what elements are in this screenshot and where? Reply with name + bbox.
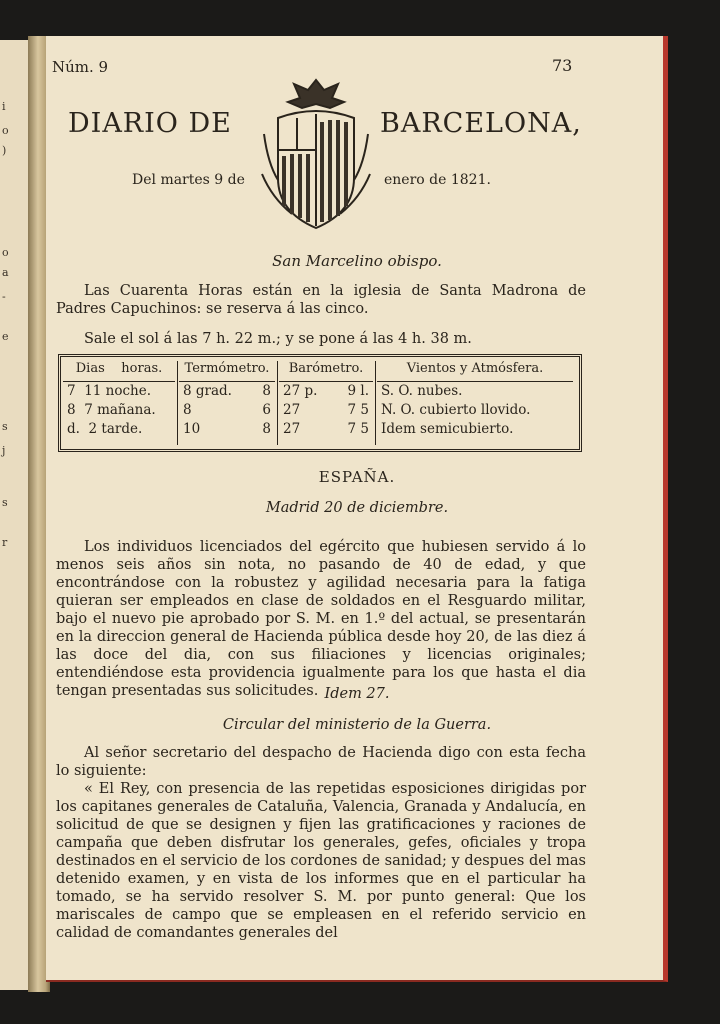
wind-column (377, 361, 573, 445)
page-number: 73 (552, 56, 573, 75)
left-page-fragment: s (2, 420, 8, 433)
left-page-fragment: ) (2, 144, 7, 157)
cell-day: d. (67, 421, 80, 437)
cell-baro-lines: 7 5 (347, 421, 369, 437)
table-row (63, 382, 175, 401)
table-divider (177, 361, 178, 445)
table-row: N. O. cubierto llovido. (381, 402, 531, 418)
cell-baro: 27 p. (283, 383, 318, 399)
header-horas: horas. (121, 361, 163, 376)
table-row (279, 401, 373, 420)
left-page-fragment: o (2, 124, 9, 137)
header-vientos: Vientos y Atmósfera. (377, 361, 573, 382)
cell-hour: 2 tarde. (88, 421, 143, 437)
circular-text: « El Rey, con presencia de las repetidas esposiciones dirigidas por los capitanes generales de Cataluña, Valencia, Granada y Andalucía, en solicitud de que se designen y fijen las gratificaciones y raciones de campaña que deben disfrutar los generales, gefes, oficiales y tropa destinados en el servicio de los cordones de sanidad; y despues del mas detenido examen, y en vista de los informes que en el particular ha tomado, se ha servido resolver S. M. por punto general: Que los mariscales de campo que se empleasen en el referido servicio en calidad de comandantes generales del (56, 781, 586, 941)
circular-intro: Al señor secretario del despacho de Hacienda digo con esta fecha lo siguiente: (56, 745, 586, 779)
date-right: enero de 1821. (384, 172, 491, 188)
left-page-fragment: e (2, 330, 9, 343)
table-row (279, 382, 373, 401)
cell-thermo-frac: 8 (262, 383, 271, 399)
left-page-fragment: i (2, 100, 6, 113)
thermometer-column (179, 361, 275, 445)
left-page-fragment: s (2, 496, 8, 509)
table-divider (375, 361, 376, 445)
newspaper-page (46, 36, 668, 982)
masthead-title-left: DIARIO DE (68, 108, 232, 139)
barometer-column (279, 361, 373, 445)
cuarenta-horas-notice: Las Cuarenta Horas están en la iglesia de Santa Madrona de Padres Capuchinos: se reserva á las cinco. (56, 283, 586, 317)
coat-of-arms-icon (256, 74, 376, 234)
cell-day: 8 (67, 402, 76, 418)
table-row (179, 420, 275, 439)
left-page-fragment: j (2, 444, 6, 457)
cell-thermo: 10 (183, 421, 201, 437)
cell-baro-lines: 7 5 (347, 402, 369, 418)
left-page-edge (0, 40, 30, 990)
weather-table (58, 354, 582, 452)
table-row (63, 401, 175, 420)
header-termometro: Termómetro. (179, 361, 275, 382)
cell-thermo: 8 (183, 402, 192, 418)
days-hours-header (63, 361, 175, 382)
table-row: Idem semicubierto. (381, 421, 514, 437)
header-barometro: Barómetro. (279, 361, 373, 382)
cell-hour: 11 noche. (84, 383, 152, 399)
cell-hour: 7 mañana. (84, 402, 156, 418)
header-dias: Dias (75, 361, 105, 376)
left-page-fragment: a (2, 266, 9, 279)
section-title: ESPAÑA. (318, 468, 396, 486)
idem-dateline: Idem 27. (324, 686, 390, 702)
table-row (63, 420, 175, 439)
days-hours-column (63, 361, 175, 445)
saint-of-day: San Marcelino obispo. (272, 252, 442, 270)
table-divider (277, 361, 278, 445)
left-page-fragment: r (2, 536, 8, 549)
cell-baro-lines: 9 l. (347, 383, 369, 399)
madrid-article: Los individuos licenciados del egército que hubiesen servido á lo menos seis años sin nota, no pasando de 40 de edad, y que encontrándose con la robustez y agilidad necesaria para la fatiga quieran ser empleados en clase de soldados en el Resguardo militar, bajo el nuevo pie aprobado por S. M. en 1.º del actual, se presentarán en la direccion general de Hacienda pública desde hoy 20, de las diez á las doce del dia, con sus filiaciones y licencias originales; entendiéndose esta providencia igualmente para los que hasta el dia tengan presentadas sus solicitudes. (56, 539, 586, 699)
left-page-fragment: - (2, 290, 6, 303)
issue-number: Núm. 9 (52, 58, 109, 76)
table-row (179, 401, 275, 420)
table-row (179, 382, 275, 401)
cell-thermo: 8 grad. (183, 383, 232, 399)
cell-baro: 27 (283, 402, 301, 418)
circular-title: Circular del ministerio de la Guerra. (222, 717, 492, 733)
madrid-dateline: Madrid 20 de diciembre. (265, 500, 449, 516)
cell-baro: 27 (283, 421, 301, 437)
cell-thermo-frac: 6 (262, 402, 271, 418)
sunrise-notice: Sale el sol á las 7 h. 22 m.; y se pone á las 4 h. 38 m. (84, 331, 472, 347)
date-left: Del martes 9 de (132, 172, 245, 188)
table-row: S. O. nubes. (381, 383, 463, 399)
cell-thermo-frac: 8 (262, 421, 271, 437)
table-row (279, 420, 373, 439)
masthead-title-right: BARCELONA, (380, 108, 582, 139)
left-page-fragment: o (2, 246, 9, 259)
cell-day: 7 (67, 383, 76, 399)
